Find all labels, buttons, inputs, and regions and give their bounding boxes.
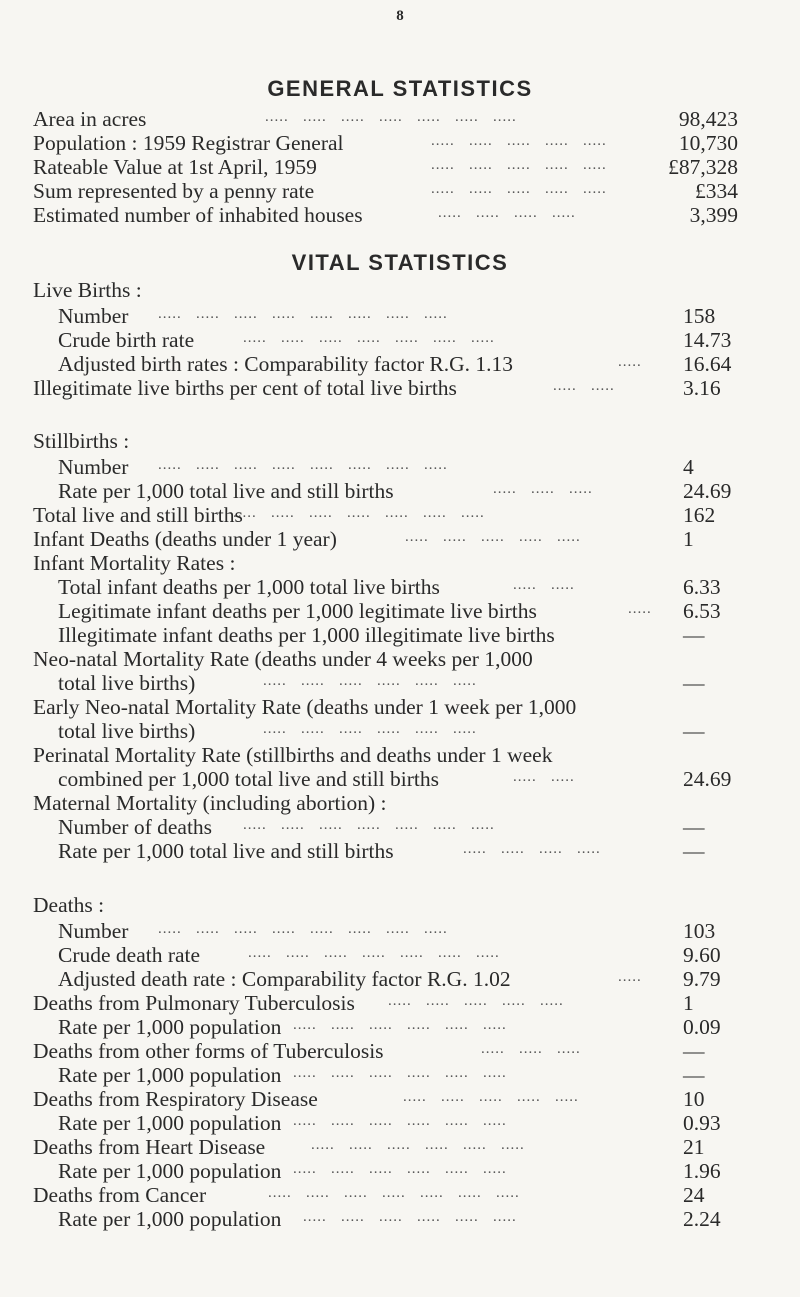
stat-label: Number of deaths xyxy=(58,815,213,839)
leader-dots: ..... ..... ..... ..... ..... xyxy=(431,181,607,197)
stat-label: Deaths from Cancer xyxy=(33,1183,207,1207)
leader-dots: ..... ..... ..... ..... ..... ..... ..... xyxy=(265,109,517,125)
stat-value: 1.96 xyxy=(683,1159,721,1183)
stat-label: Illegitimate infant deaths per 1,000 illegitimate live births xyxy=(58,623,555,647)
stat-row xyxy=(58,670,738,696)
leader-dots: ..... xyxy=(618,969,642,985)
leader-dots: ..... ..... ..... ..... ..... xyxy=(405,529,581,545)
stat-label: Number xyxy=(58,919,129,943)
leader-dots: ..... ..... ..... xyxy=(493,481,593,497)
stat-row xyxy=(33,154,738,180)
stat-label: Number xyxy=(58,304,129,328)
stat-row xyxy=(33,742,738,768)
stat-row xyxy=(58,718,738,744)
leader-dots: ..... ..... ..... ..... ..... xyxy=(388,993,564,1009)
stat-label: Rateable Value at 1st April, 1959 xyxy=(33,155,317,179)
stat-label: Infant Deaths (deaths under 1 year) xyxy=(33,527,337,551)
stat-value: 0.09 xyxy=(683,1015,721,1039)
stat-value: 24.69 xyxy=(683,479,732,503)
stat-value: — xyxy=(683,671,705,695)
stat-label: Deaths from Respiratory Disease xyxy=(33,1087,318,1111)
leader-dots: ..... ..... ..... ..... ..... ..... ..... xyxy=(233,505,485,521)
leader-dots: ..... ..... ..... ..... ..... ..... xyxy=(293,1161,507,1177)
leader-dots: ..... xyxy=(618,354,642,370)
stat-value: 1 xyxy=(683,527,694,551)
stat-value: 162 xyxy=(683,503,716,527)
stat-label: Total live and still births xyxy=(33,503,243,527)
stat-label: Rate per 1,000 total live and still births xyxy=(58,479,394,503)
stat-value: — xyxy=(683,719,705,743)
stat-value: 21 xyxy=(683,1135,705,1159)
stat-value: — xyxy=(683,1039,705,1063)
stat-value: — xyxy=(683,815,705,839)
stat-label: Deaths from other forms of Tuberculosis xyxy=(33,1039,384,1063)
leader-dots: ..... ..... ..... ..... ..... ..... ..... ..... xyxy=(158,306,448,322)
stat-label: Number xyxy=(58,455,129,479)
stat-row xyxy=(33,502,738,528)
leader-dots: ..... ..... ..... ..... ..... ..... xyxy=(293,1113,507,1129)
leader-dots: ..... ..... ..... ..... ..... ..... ..... xyxy=(268,1185,520,1201)
stat-label: Crude birth rate xyxy=(58,328,195,352)
stat-label: Rate per 1,000 population xyxy=(58,1015,282,1039)
stat-value: 9.79 xyxy=(683,967,721,991)
leader-dots: ..... ..... ..... ..... ..... ..... ..... xyxy=(243,817,495,833)
leader-dots: ..... ..... xyxy=(553,378,615,394)
stat-label: Legitimate infant deaths per 1,000 legitimate live births xyxy=(58,599,537,623)
stat-value: 24 xyxy=(683,1183,705,1207)
stat-value: 158 xyxy=(683,304,716,328)
deaths-title: Deaths : xyxy=(33,893,105,917)
stat-value: 14.73 xyxy=(683,328,732,352)
stat-row xyxy=(58,1206,738,1232)
stat-value: 98,423 xyxy=(678,107,738,131)
stat-row xyxy=(58,351,738,377)
stillbirths-title: Stillbirths : xyxy=(33,429,130,453)
stat-row xyxy=(58,814,738,840)
leader-dots: ..... ..... xyxy=(513,577,575,593)
leader-dots: ..... xyxy=(628,601,652,617)
stat-value: — xyxy=(683,1063,705,1087)
stat-row xyxy=(58,1014,738,1040)
stat-value: 2.24 xyxy=(683,1207,721,1231)
stat-value: 9.60 xyxy=(683,943,721,967)
stat-value: 3.16 xyxy=(683,376,721,400)
stat-label: Deaths from Pulmonary Tuberculosis xyxy=(33,991,355,1015)
leader-dots: ..... ..... ..... ..... xyxy=(438,205,576,221)
stat-row xyxy=(58,622,738,648)
stat-row xyxy=(33,526,738,552)
stat-value: — xyxy=(683,623,705,647)
stat-label: Rate per 1,000 population xyxy=(58,1111,282,1135)
stat-value: £87,328 xyxy=(668,155,738,179)
stat-row xyxy=(58,1062,738,1088)
leader-dots: ..... ..... ..... ..... ..... ..... xyxy=(293,1017,507,1033)
stat-value: — xyxy=(683,839,705,863)
leader-dots: ..... ..... ..... ..... ..... xyxy=(403,1089,579,1105)
stat-row xyxy=(58,454,738,480)
stat-value: 3,399 xyxy=(689,203,738,227)
stat-label: Total infant deaths per 1,000 total live births xyxy=(58,575,440,599)
stat-label: Rate per 1,000 population xyxy=(58,1159,282,1183)
stat-label: Deaths from Heart Disease xyxy=(33,1135,266,1159)
live-births-title: Live Births : xyxy=(33,278,142,302)
stat-label: Estimated number of inhabited houses xyxy=(33,203,363,227)
stat-row xyxy=(58,598,738,624)
leader-dots: ..... ..... ..... ..... ..... ..... xyxy=(263,673,477,689)
leader-dots: ..... ..... ..... ..... ..... ..... xyxy=(293,1065,507,1081)
leader-dots: ..... ..... ..... ..... ..... ..... xyxy=(263,721,477,737)
stat-value: 10 xyxy=(683,1087,705,1111)
leader-dots: ..... ..... ..... ..... ..... ..... ..... ..... xyxy=(158,921,448,937)
stat-label: total live births) xyxy=(58,671,196,695)
leader-dots: ..... ..... ..... xyxy=(481,1041,581,1057)
stat-label: Illegitimate live births per cent of total live births xyxy=(33,376,457,400)
stat-label: Perinatal Mortality Rate (stillbirths and deaths under 1 week xyxy=(33,743,553,767)
page-number: 8 xyxy=(396,8,404,24)
leader-dots: ..... ..... ..... ..... xyxy=(463,841,601,857)
stat-label: Infant Mortality Rates : xyxy=(33,551,236,575)
leader-dots: ..... ..... ..... ..... ..... ..... ..... xyxy=(248,945,500,961)
stat-value: 6.33 xyxy=(683,575,721,599)
stat-row xyxy=(58,838,738,864)
stat-row xyxy=(33,106,738,132)
stat-row xyxy=(33,550,738,576)
stat-row xyxy=(33,178,738,204)
stat-value: 10,730 xyxy=(678,131,738,155)
stat-value: 6.53 xyxy=(683,599,721,623)
stat-label: Adjusted birth rates : Comparability factor R.G. 1.13 xyxy=(58,352,513,376)
stat-label: Rate per 1,000 population xyxy=(58,1063,282,1087)
stat-value: 16.64 xyxy=(683,352,732,376)
stat-label: total live births) xyxy=(58,719,196,743)
stat-label: Population : 1959 Registrar General xyxy=(33,131,344,155)
stat-row xyxy=(33,202,738,228)
leader-dots: ..... ..... ..... ..... ..... ..... xyxy=(303,1209,517,1225)
stat-label: Early Neo-natal Mortality Rate (deaths under 1 week per 1,000 xyxy=(33,695,577,719)
stat-label: Crude death rate xyxy=(58,943,201,967)
leader-dots: ..... ..... ..... ..... ..... ..... ..... ..... xyxy=(158,457,448,473)
leader-dots: ..... ..... ..... ..... ..... xyxy=(431,157,607,173)
stat-label: Area in acres xyxy=(33,107,147,131)
vital-statistics-heading: VITAL STATISTICS xyxy=(291,250,509,275)
leader-dots: ..... ..... ..... ..... ..... ..... xyxy=(311,1137,525,1153)
stat-value: 24.69 xyxy=(683,767,732,791)
stat-label: Rate per 1,000 population xyxy=(58,1207,282,1231)
stat-value: 103 xyxy=(683,919,716,943)
stat-row xyxy=(58,766,738,792)
stat-value: £334 xyxy=(695,179,738,203)
stat-label: combined per 1,000 total live and still births xyxy=(58,767,439,791)
leader-dots: ..... ..... ..... ..... ..... xyxy=(431,133,607,149)
stat-value: 1 xyxy=(683,991,694,1015)
leader-dots: ..... ..... xyxy=(513,769,575,785)
stat-label: Neo-natal Mortality Rate (deaths under 4 weeks per 1,000 xyxy=(33,647,533,671)
stat-row xyxy=(33,130,738,156)
stat-row xyxy=(33,375,738,401)
stat-value: 0.93 xyxy=(683,1111,721,1135)
stat-label: Sum represented by a penny rate xyxy=(33,179,315,203)
stat-value: 4 xyxy=(683,455,694,479)
stat-label: Maternal Mortality (including abortion) : xyxy=(33,791,387,815)
stat-label: Adjusted death rate : Comparability factor R.G. 1.02 xyxy=(58,967,511,991)
general-statistics-heading: GENERAL STATISTICS xyxy=(267,76,533,101)
leader-dots: ..... ..... ..... ..... ..... ..... ..... xyxy=(243,330,495,346)
stat-label: Rate per 1,000 total live and still births xyxy=(58,839,394,863)
